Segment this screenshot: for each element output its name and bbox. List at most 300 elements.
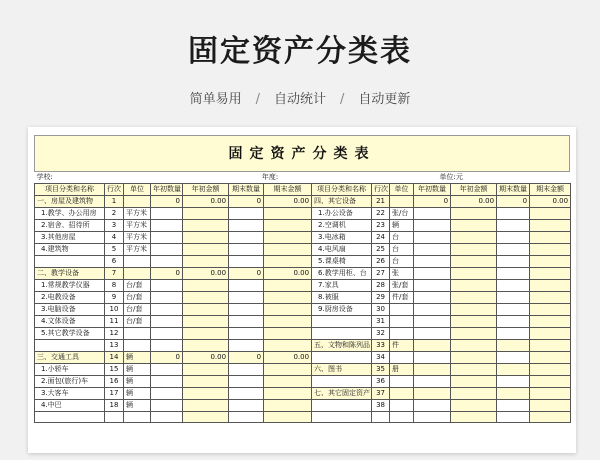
year-value[interactable] [312, 172, 390, 184]
table-cell[interactable] [151, 400, 183, 412]
table-cell[interactable]: 8.被服 [312, 292, 372, 304]
table-cell[interactable]: 1 [105, 196, 124, 208]
table-cell[interactable]: 6 [105, 256, 124, 268]
table-cell[interactable]: 18 [105, 400, 124, 412]
table-cell[interactable]: 15 [105, 364, 124, 376]
column-header: 行次 [105, 184, 124, 196]
table-cell[interactable]: 9.厨房设备 [312, 304, 372, 316]
table-cell[interactable] [183, 256, 229, 268]
table-cell[interactable] [151, 316, 183, 328]
table-cell[interactable]: 9 [105, 292, 124, 304]
table-cell[interactable] [451, 304, 497, 316]
table-cell[interactable] [530, 208, 571, 220]
table-cell[interactable]: 17 [105, 388, 124, 400]
table-cell[interactable]: 台 [390, 256, 414, 268]
feature-tag: 简单易用 [189, 92, 242, 107]
table-cell[interactable]: 一、房屋及建筑物 [35, 196, 105, 208]
table-cell[interactable]: 平方米 [124, 220, 151, 232]
table-cell[interactable] [264, 220, 312, 232]
table-cell[interactable] [229, 208, 264, 220]
table-cell[interactable] [312, 412, 372, 423]
table-cell[interactable] [414, 268, 451, 280]
table-cell[interactable] [151, 220, 183, 232]
table-cell[interactable]: 1.小轿车 [35, 364, 105, 376]
table-cell[interactable] [414, 220, 451, 232]
column-header: 单位 [390, 184, 414, 196]
table-cell[interactable]: 5.课桌椅 [312, 256, 372, 268]
table-cell[interactable] [497, 328, 530, 340]
table-cell[interactable]: 4.文体设备 [35, 316, 105, 328]
table-cell[interactable] [264, 376, 312, 388]
table-cell[interactable]: 22 [372, 208, 390, 220]
table-cell[interactable] [414, 340, 451, 352]
table-cell[interactable] [390, 388, 414, 400]
table-cell[interactable] [530, 376, 571, 388]
table-cell[interactable] [451, 244, 497, 256]
table-cell[interactable]: 件 [390, 340, 414, 352]
table-cell[interactable] [530, 328, 571, 340]
table-cell[interactable]: 29 [372, 292, 390, 304]
table-row [35, 196, 571, 208]
table-cell[interactable] [151, 412, 183, 423]
table-cell[interactable]: 37 [372, 388, 390, 400]
table-cell[interactable]: 0 [229, 268, 264, 280]
table-cell[interactable] [497, 376, 530, 388]
table-cell[interactable] [497, 400, 530, 412]
school-value[interactable] [124, 172, 229, 184]
table-cell[interactable] [414, 256, 451, 268]
table-row [35, 292, 571, 304]
table-cell[interactable]: 六、图书 [312, 364, 372, 376]
table-cell[interactable] [124, 256, 151, 268]
table-cell[interactable]: 28 [372, 280, 390, 292]
table-cell[interactable]: 辆 [124, 352, 151, 364]
table-cell[interactable] [264, 328, 312, 340]
table-cell[interactable] [312, 400, 372, 412]
table-cell[interactable] [497, 208, 530, 220]
table-cell[interactable] [229, 364, 264, 376]
table-cell[interactable] [151, 256, 183, 268]
table-cell[interactable]: 4.电风扇 [312, 244, 372, 256]
table-cell[interactable] [151, 292, 183, 304]
table-cell[interactable] [497, 220, 530, 232]
column-header: 年初金额 [183, 184, 229, 196]
table-cell[interactable]: 2 [105, 208, 124, 220]
table-cell[interactable]: 辆 [390, 220, 414, 232]
table-cell[interactable] [497, 256, 530, 268]
table-cell[interactable] [390, 316, 414, 328]
table-cell[interactable] [451, 352, 497, 364]
table-cell[interactable] [229, 400, 264, 412]
table-cell[interactable] [124, 412, 151, 423]
table-cell[interactable] [414, 244, 451, 256]
feature-tags [0, 88, 600, 107]
table-cell[interactable]: 3 [105, 220, 124, 232]
table-cell[interactable] [414, 316, 451, 328]
table-cell[interactable] [451, 340, 497, 352]
table-cell[interactable] [183, 316, 229, 328]
table-cell[interactable] [497, 232, 530, 244]
column-header: 期末数量 [229, 184, 264, 196]
table-cell[interactable]: 件/套 [390, 292, 414, 304]
table-cell[interactable] [530, 388, 571, 400]
table-cell[interactable] [414, 280, 451, 292]
table-cell[interactable] [264, 388, 312, 400]
table-row [35, 388, 571, 400]
feature-tag: 自动更新 [358, 92, 411, 107]
table-cell[interactable] [530, 316, 571, 328]
table-cell[interactable] [451, 316, 497, 328]
table-cell[interactable]: 0 [414, 196, 451, 208]
table-cell[interactable]: 8 [105, 280, 124, 292]
table-cell[interactable] [151, 376, 183, 388]
table-cell[interactable]: 16 [105, 376, 124, 388]
table-cell[interactable]: 张/台 [390, 208, 414, 220]
table-cell[interactable]: 7 [105, 268, 124, 280]
table-cell[interactable]: 四、其它设备 [312, 196, 372, 208]
column-header: 期末金额 [530, 184, 571, 196]
table-cell[interactable] [530, 232, 571, 244]
table-cell[interactable]: 26 [372, 256, 390, 268]
table-cell[interactable] [390, 400, 414, 412]
table-cell[interactable] [530, 352, 571, 364]
table-cell[interactable] [451, 364, 497, 376]
table-cell[interactable]: 0.00 [451, 196, 497, 208]
table-cell[interactable] [124, 340, 151, 352]
table-cell[interactable]: 2.宿舍、招待所 [35, 220, 105, 232]
table-cell[interactable] [414, 376, 451, 388]
table-cell[interactable] [183, 328, 229, 340]
table-cell[interactable]: 台/套 [124, 316, 151, 328]
table-cell[interactable] [390, 412, 414, 423]
column-header: 项目分类和名称 [35, 184, 105, 196]
table-cell[interactable] [183, 340, 229, 352]
unit-label: 单位:元 [390, 172, 571, 184]
column-header: 期末数量 [497, 184, 530, 196]
table-cell[interactable] [264, 304, 312, 316]
column-header: 年初金额 [451, 184, 497, 196]
table-row [35, 232, 571, 244]
table-cell[interactable]: 31 [372, 316, 390, 328]
table-cell[interactable]: 30 [372, 304, 390, 316]
table-cell[interactable] [264, 400, 312, 412]
table-cell[interactable] [229, 244, 264, 256]
table-cell[interactable] [312, 352, 372, 364]
table-cell[interactable] [497, 304, 530, 316]
table-cell[interactable] [530, 268, 571, 280]
table-cell[interactable]: 2.面包(旅行)车 [35, 376, 105, 388]
table-cell[interactable]: 平方米 [124, 244, 151, 256]
table-row [35, 244, 571, 256]
table-cell[interactable]: 台 [390, 244, 414, 256]
table-cell[interactable]: 2.电教设备 [35, 292, 105, 304]
table-cell[interactable]: 辆 [124, 400, 151, 412]
table-cell[interactable]: 4.建筑物 [35, 244, 105, 256]
table-cell[interactable]: 0.00 [264, 196, 312, 208]
table-cell[interactable] [151, 328, 183, 340]
table-cell[interactable]: 辆 [124, 388, 151, 400]
table-cell[interactable] [530, 220, 571, 232]
table-cell[interactable]: 1.教学、办公用房 [35, 208, 105, 220]
table-cell[interactable]: 0.00 [264, 268, 312, 280]
table-cell[interactable]: 0.00 [264, 352, 312, 364]
table-cell[interactable] [451, 376, 497, 388]
table-cell[interactable] [390, 304, 414, 316]
table-cell[interactable] [414, 328, 451, 340]
table-cell[interactable]: 3.其他房屋 [35, 232, 105, 244]
table-cell[interactable]: 张 [390, 268, 414, 280]
sheet-info-row [35, 172, 571, 184]
table-cell[interactable] [530, 412, 571, 423]
table-cell[interactable] [497, 244, 530, 256]
table-cell[interactable] [451, 292, 497, 304]
table-cell[interactable]: 0.00 [183, 196, 229, 208]
table-cell[interactable] [264, 292, 312, 304]
table-cell[interactable] [414, 292, 451, 304]
table-cell[interactable]: 33 [372, 340, 390, 352]
table-cell[interactable]: 七、其它固定资产 [312, 388, 372, 400]
table-cell[interactable]: 0 [229, 196, 264, 208]
table-cell[interactable]: 0 [151, 268, 183, 280]
table-cell[interactable] [372, 412, 390, 423]
table-cell[interactable] [183, 412, 229, 423]
table-cell[interactable] [124, 196, 151, 208]
table-cell[interactable] [451, 232, 497, 244]
table-cell[interactable]: 平方米 [124, 208, 151, 220]
table-cell[interactable] [183, 220, 229, 232]
table-cell[interactable] [183, 388, 229, 400]
table-cell[interactable]: 21 [372, 196, 390, 208]
table-cell[interactable] [414, 232, 451, 244]
table-row [35, 364, 571, 376]
table-cell[interactable] [390, 196, 414, 208]
table-cell[interactable] [151, 304, 183, 316]
table-cell[interactable] [229, 340, 264, 352]
table-cell[interactable] [530, 304, 571, 316]
header-row [35, 184, 571, 196]
table-row [35, 208, 571, 220]
table-cell[interactable]: 0.00 [183, 268, 229, 280]
table-cell[interactable] [229, 232, 264, 244]
table-cell[interactable] [414, 208, 451, 220]
table-cell[interactable] [35, 256, 105, 268]
table-cell[interactable]: 0 [497, 196, 530, 208]
table-cell[interactable] [229, 280, 264, 292]
table-cell[interactable]: 27 [372, 268, 390, 280]
table-cell[interactable] [151, 232, 183, 244]
table-cell[interactable]: 辆 [124, 364, 151, 376]
table-cell[interactable] [497, 340, 530, 352]
table-cell[interactable] [451, 388, 497, 400]
table-cell[interactable]: 1.常规教学仪器 [35, 280, 105, 292]
table-cell[interactable]: 25 [372, 244, 390, 256]
table-cell[interactable]: 11 [105, 316, 124, 328]
table-cell[interactable] [530, 244, 571, 256]
table-cell[interactable]: 4 [105, 232, 124, 244]
table-cell[interactable]: 册 [390, 364, 414, 376]
table-cell[interactable] [497, 268, 530, 280]
table-cell[interactable]: 38 [372, 400, 390, 412]
table-row [35, 352, 571, 364]
table-cell[interactable]: 台/套 [124, 292, 151, 304]
table-cell[interactable] [229, 328, 264, 340]
table-cell[interactable] [390, 352, 414, 364]
feature-tag: 自动统计 [273, 92, 326, 107]
table-cell[interactable] [151, 208, 183, 220]
table-cell[interactable] [497, 364, 530, 376]
table-cell[interactable]: 3.大客车 [35, 388, 105, 400]
table-cell[interactable]: 3.电脑设备 [35, 304, 105, 316]
table-cell[interactable] [530, 364, 571, 376]
table-cell[interactable]: 张/套 [390, 280, 414, 292]
table-cell[interactable] [530, 340, 571, 352]
table-cell[interactable]: 36 [372, 376, 390, 388]
table-cell[interactable]: 台/套 [124, 304, 151, 316]
table-cell[interactable] [451, 268, 497, 280]
table-cell[interactable] [229, 316, 264, 328]
table-cell[interactable] [35, 340, 105, 352]
table-row [35, 316, 571, 328]
table-cell[interactable]: 0.00 [530, 196, 571, 208]
table-cell[interactable] [124, 328, 151, 340]
table-cell[interactable] [390, 328, 414, 340]
table-cell[interactable] [183, 376, 229, 388]
table-cell[interactable]: 12 [105, 328, 124, 340]
table-cell[interactable] [183, 364, 229, 376]
table-cell[interactable]: 13 [105, 340, 124, 352]
table-cell[interactable] [264, 256, 312, 268]
table-cell[interactable] [151, 280, 183, 292]
table-cell[interactable] [414, 388, 451, 400]
table-cell[interactable]: 23 [372, 220, 390, 232]
table-cell[interactable] [530, 256, 571, 268]
table-cell[interactable] [530, 400, 571, 412]
table-cell[interactable]: 10 [105, 304, 124, 316]
table-cell[interactable]: 32 [372, 328, 390, 340]
table-cell[interactable] [312, 316, 372, 328]
table-cell[interactable] [414, 352, 451, 364]
table-row [35, 340, 571, 352]
table-cell[interactable] [183, 244, 229, 256]
table-cell[interactable]: 台 [390, 232, 414, 244]
table-cell[interactable]: 4.中巴 [35, 400, 105, 412]
table-cell[interactable] [497, 412, 530, 423]
table-cell[interactable]: 5.其它教学设备 [35, 328, 105, 340]
table-cell[interactable] [229, 388, 264, 400]
table-cell[interactable] [390, 376, 414, 388]
table-cell[interactable] [497, 280, 530, 292]
table-cell[interactable] [530, 292, 571, 304]
table-cell[interactable] [183, 232, 229, 244]
table-cell[interactable] [264, 316, 312, 328]
spreadsheet [34, 135, 570, 423]
table-cell[interactable]: 五、文物和陈列品 [312, 340, 372, 352]
table-cell[interactable]: 34 [372, 352, 390, 364]
table-cell[interactable] [229, 376, 264, 388]
table-cell[interactable]: 0 [229, 352, 264, 364]
table-cell[interactable] [264, 208, 312, 220]
table-cell[interactable]: 7.家具 [312, 280, 372, 292]
table-cell[interactable] [497, 352, 530, 364]
table-cell[interactable]: 0 [151, 352, 183, 364]
table-cell[interactable] [451, 208, 497, 220]
table-cell[interactable] [451, 280, 497, 292]
table-cell[interactable]: 1.办公设备 [312, 208, 372, 220]
table-cell[interactable] [264, 340, 312, 352]
table-cell[interactable] [451, 220, 497, 232]
table-cell[interactable] [151, 340, 183, 352]
table-cell[interactable] [414, 304, 451, 316]
table-row [35, 220, 571, 232]
table-cell[interactable]: 0.00 [183, 352, 229, 364]
table-cell[interactable]: 二、教学设备 [35, 268, 105, 280]
table-cell[interactable] [183, 280, 229, 292]
table-cell[interactable] [229, 292, 264, 304]
table-cell[interactable] [264, 412, 312, 423]
table-cell[interactable] [497, 292, 530, 304]
table-cell[interactable] [451, 400, 497, 412]
table-cell[interactable] [451, 256, 497, 268]
table-cell[interactable] [264, 232, 312, 244]
table-cell[interactable] [312, 376, 372, 388]
table-cell[interactable] [229, 220, 264, 232]
table-cell[interactable] [151, 364, 183, 376]
table-cell[interactable] [183, 400, 229, 412]
table-cell[interactable] [229, 304, 264, 316]
year-label: 年度: [229, 172, 312, 184]
table-cell[interactable]: 35 [372, 364, 390, 376]
table-cell[interactable]: 台/套 [124, 280, 151, 292]
table-cell[interactable] [530, 280, 571, 292]
table-cell[interactable] [229, 256, 264, 268]
table-cell[interactable] [414, 412, 451, 423]
table-cell[interactable]: 24 [372, 232, 390, 244]
table-cell[interactable]: 0 [151, 196, 183, 208]
hero-title: 固定资产分类表 [188, 34, 412, 69]
table-cell[interactable] [183, 292, 229, 304]
table-cell[interactable] [183, 208, 229, 220]
table-cell[interactable] [105, 412, 124, 423]
table-cell[interactable] [229, 412, 264, 423]
table-cell[interactable] [264, 244, 312, 256]
table-cell[interactable]: 14 [105, 352, 124, 364]
table-cell[interactable]: 3.电冰箱 [312, 232, 372, 244]
table-cell[interactable] [497, 388, 530, 400]
table-cell[interactable]: 辆 [124, 376, 151, 388]
table-cell[interactable] [414, 364, 451, 376]
table-cell[interactable] [451, 328, 497, 340]
table-cell[interactable] [151, 388, 183, 400]
table-cell[interactable]: 6.教学用柜、台 [312, 268, 372, 280]
column-header: 单位 [124, 184, 151, 196]
column-header: 年初数量 [414, 184, 451, 196]
table-cell[interactable] [497, 316, 530, 328]
table-cell[interactable] [414, 400, 451, 412]
table-cell[interactable] [312, 328, 372, 340]
table-cell[interactable] [35, 412, 105, 423]
table-cell[interactable] [264, 280, 312, 292]
table-cell[interactable]: 三、交通工具 [35, 352, 105, 364]
table-row [35, 376, 571, 388]
table-cell[interactable] [264, 364, 312, 376]
table-cell[interactable]: 2.空调机 [312, 220, 372, 232]
table-cell[interactable] [151, 244, 183, 256]
table-cell[interactable] [124, 268, 151, 280]
table-cell[interactable] [183, 304, 229, 316]
table-cell[interactable]: 平方米 [124, 232, 151, 244]
table-cell[interactable] [451, 412, 497, 423]
table-cell[interactable]: 5 [105, 244, 124, 256]
